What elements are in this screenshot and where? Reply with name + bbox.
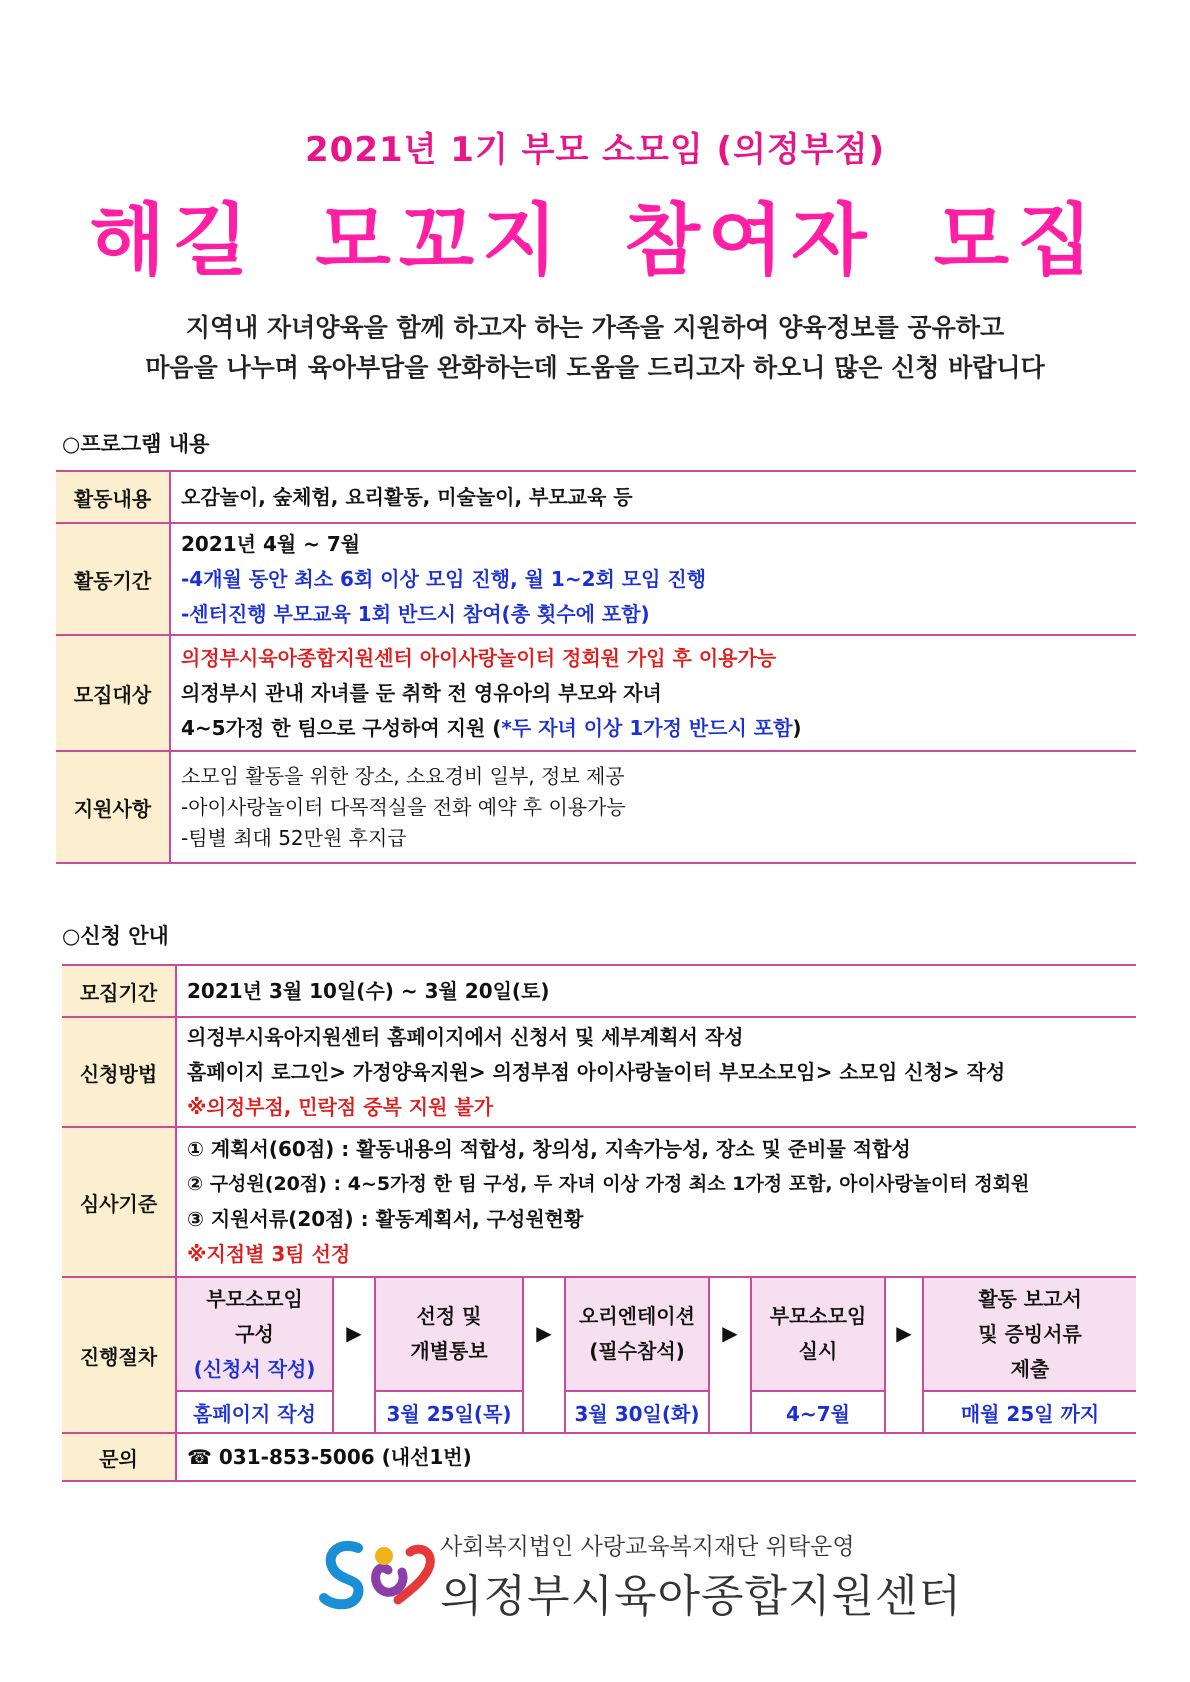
period-line-3: -센터진행 부모교육 1회 반드시 참여(총 횟수에 포함) <box>181 601 650 626</box>
method-row <box>62 1017 1136 1127</box>
procedure-label: 진행절차 <box>62 1277 176 1433</box>
arrow-1-icon <box>334 1278 374 1432</box>
center-logo <box>318 1530 442 1612</box>
target-line-3 <box>181 711 1126 746</box>
criteria-row <box>62 1127 1136 1277</box>
contact-row <box>62 1433 1136 1481</box>
step-5-line-3: 제출 <box>1010 1356 1050 1381</box>
criteria-line-2: ② 구성원(20점) : 4~5가정 한 팀 구성, 두 자녀 이상 가정 최소 1가정 포함, 아이사랑놀이터 정회원 <box>187 1173 1030 1195</box>
support-label: 지원사항 <box>56 751 170 863</box>
contact-label: 문의 <box>62 1433 176 1481</box>
intro-line-2: 마음을 나누며 육아부담을 완화하는데 도움을 드리고자 하오니 많은 신청 바랍니다 <box>145 353 1045 382</box>
arrow-3-glyph: ▶ <box>722 1321 738 1345</box>
support-line-1: 소모임 활동을 위한 장소, 소요경비 일부, 정보 제공 <box>181 763 625 788</box>
procedure-step-4 <box>750 1278 886 1432</box>
step-1-line-1: 부모소모임 <box>206 1286 303 1311</box>
activity-row <box>56 471 1136 523</box>
activity-text: 오감놀이, 숲체험, 요리활동, 미술놀이, 부모교육 등 <box>170 471 1136 523</box>
support-row <box>56 751 1136 863</box>
step-4-line-2: 실시 <box>798 1339 838 1363</box>
method-line-1: 의정부시육아지원센터 홈페이지에서 신청서 및 세부계획서 작성 <box>187 1024 744 1049</box>
footer-operator: 사회복지법인 사랑교육복지재단 위탁운영 <box>440 1534 855 1560</box>
step-1-line-2: 구성 <box>235 1321 274 1346</box>
step-2-line-2: 개별통보 <box>410 1339 488 1363</box>
period-line-1: 2021년 4월 ~ 7월 <box>181 531 361 556</box>
period-row <box>56 523 1136 635</box>
criteria-label: 심사기준 <box>62 1127 176 1277</box>
step-1-line-3: (신청서 작성) <box>193 1356 316 1381</box>
procedure-step-3 <box>564 1278 710 1432</box>
arrow-2-icon <box>524 1278 564 1432</box>
support-line-3: -팀별 최대 52만원 후지급 <box>181 825 407 850</box>
procedure-step-2 <box>374 1278 524 1432</box>
support-line-2: -아이사랑놀이터 다목적실을 전화 예약 후 이용가능 <box>181 794 626 819</box>
target-line-3-b: *두 자녀 이상 1가정 반드시 포함 <box>501 715 793 740</box>
program-table <box>56 470 1136 864</box>
step-5-line-1: 활동 보고서 <box>978 1286 1082 1311</box>
step-3-date: 3월 30일(화) <box>564 1390 710 1432</box>
procedure-row <box>62 1277 1136 1433</box>
target-row <box>56 635 1136 751</box>
target-line-3-a: 4~5가정 한 팀으로 구성하여 지원 ( <box>181 715 502 740</box>
procedure-step-1 <box>177 1278 334 1432</box>
footer-center-name: 의정부시육아종합지원센터 <box>440 1571 963 1622</box>
procedure-step-5 <box>922 1278 1136 1432</box>
procedure-flow <box>177 1278 1136 1432</box>
poster-subtitle: 2021년 1기 부모 소모임 (의정부점) <box>305 130 885 170</box>
step-3-line-1: 오리엔테이션 <box>579 1304 695 1328</box>
arrow-4-icon <box>886 1278 922 1432</box>
step-4-date: 4~7월 <box>750 1390 886 1432</box>
activity-label: 활동내용 <box>56 471 170 523</box>
application-section-label: ○신청 안내 <box>62 924 169 948</box>
step-3-line-2: (필수참석) <box>589 1339 685 1363</box>
poster-title: 해길 모꼬지 참여자 모집 <box>89 196 1101 286</box>
phone-icon: ☎ <box>187 1444 212 1469</box>
contact-number: 031-853-5006 (내선1번) <box>218 1444 472 1469</box>
target-line-2: 의정부시 관내 자녀를 둔 취학 전 영유아의 부모와 자녀 <box>181 680 662 705</box>
target-label: 모집대상 <box>56 635 170 751</box>
procedure-cell <box>176 1277 1136 1433</box>
criteria-line-4: ※지점별 3팀 선정 <box>187 1242 351 1266</box>
step-2-line-1: 선정 및 <box>416 1304 482 1328</box>
method-line-2: 홈페이지 로그인> 가정양육지원> 의정부점 아이사랑놀이터 부모소모임> 소모임 신청> 작성 <box>187 1059 1006 1084</box>
application-table <box>62 964 1136 1482</box>
step-5-line-2: 및 증빙서류 <box>978 1321 1082 1346</box>
recruit-period-label: 모집기간 <box>62 965 176 1017</box>
arrow-1-glyph: ▶ <box>346 1321 362 1345</box>
step-4-line-1: 부모소모임 <box>769 1304 867 1328</box>
target-line-1: 의정부시육아종합지원센터 아이사랑놀이터 정회원 가입 후 이용가능 <box>181 645 777 670</box>
recruit-period-text: 2021년 3월 10일(수) ~ 3월 20일(토) <box>176 965 1136 1017</box>
arrow-2-glyph: ▶ <box>536 1321 552 1345</box>
arrow-3-icon <box>710 1278 750 1432</box>
criteria-line-3: ③ 지원서류(20점) : 활동계획서, 구성원현황 <box>187 1207 584 1231</box>
program-section-label: ○프로그램 내용 <box>62 432 210 456</box>
criteria-line-1: ① 계획서(60점) : 활동내용의 적합성, 창의성, 지속가능성, 장소 및 준비물 적합성 <box>187 1137 911 1161</box>
period-label: 활동기간 <box>56 523 170 635</box>
target-line-3-c: ) <box>792 715 802 740</box>
step-1-date: 홈페이지 작성 <box>177 1390 334 1432</box>
method-label: 신청방법 <box>62 1017 176 1127</box>
step-2-date: 3월 25일(목) <box>374 1390 524 1432</box>
intro-line-1: 지역내 자녀양육을 함께 하고자 하는 가족을 지원하여 양육정보를 공유하고 <box>185 313 1005 342</box>
period-line-2: -4개월 동안 최소 6회 이상 모임 진행, 월 1~2회 모임 진행 <box>181 566 707 591</box>
recruit-period-row <box>62 965 1136 1017</box>
step-5-date: 매월 25일 까지 <box>922 1390 1136 1432</box>
arrow-4-glyph: ▶ <box>896 1321 912 1345</box>
method-line-3: ※의정부점, 민락점 중복 지원 불가 <box>187 1094 494 1119</box>
